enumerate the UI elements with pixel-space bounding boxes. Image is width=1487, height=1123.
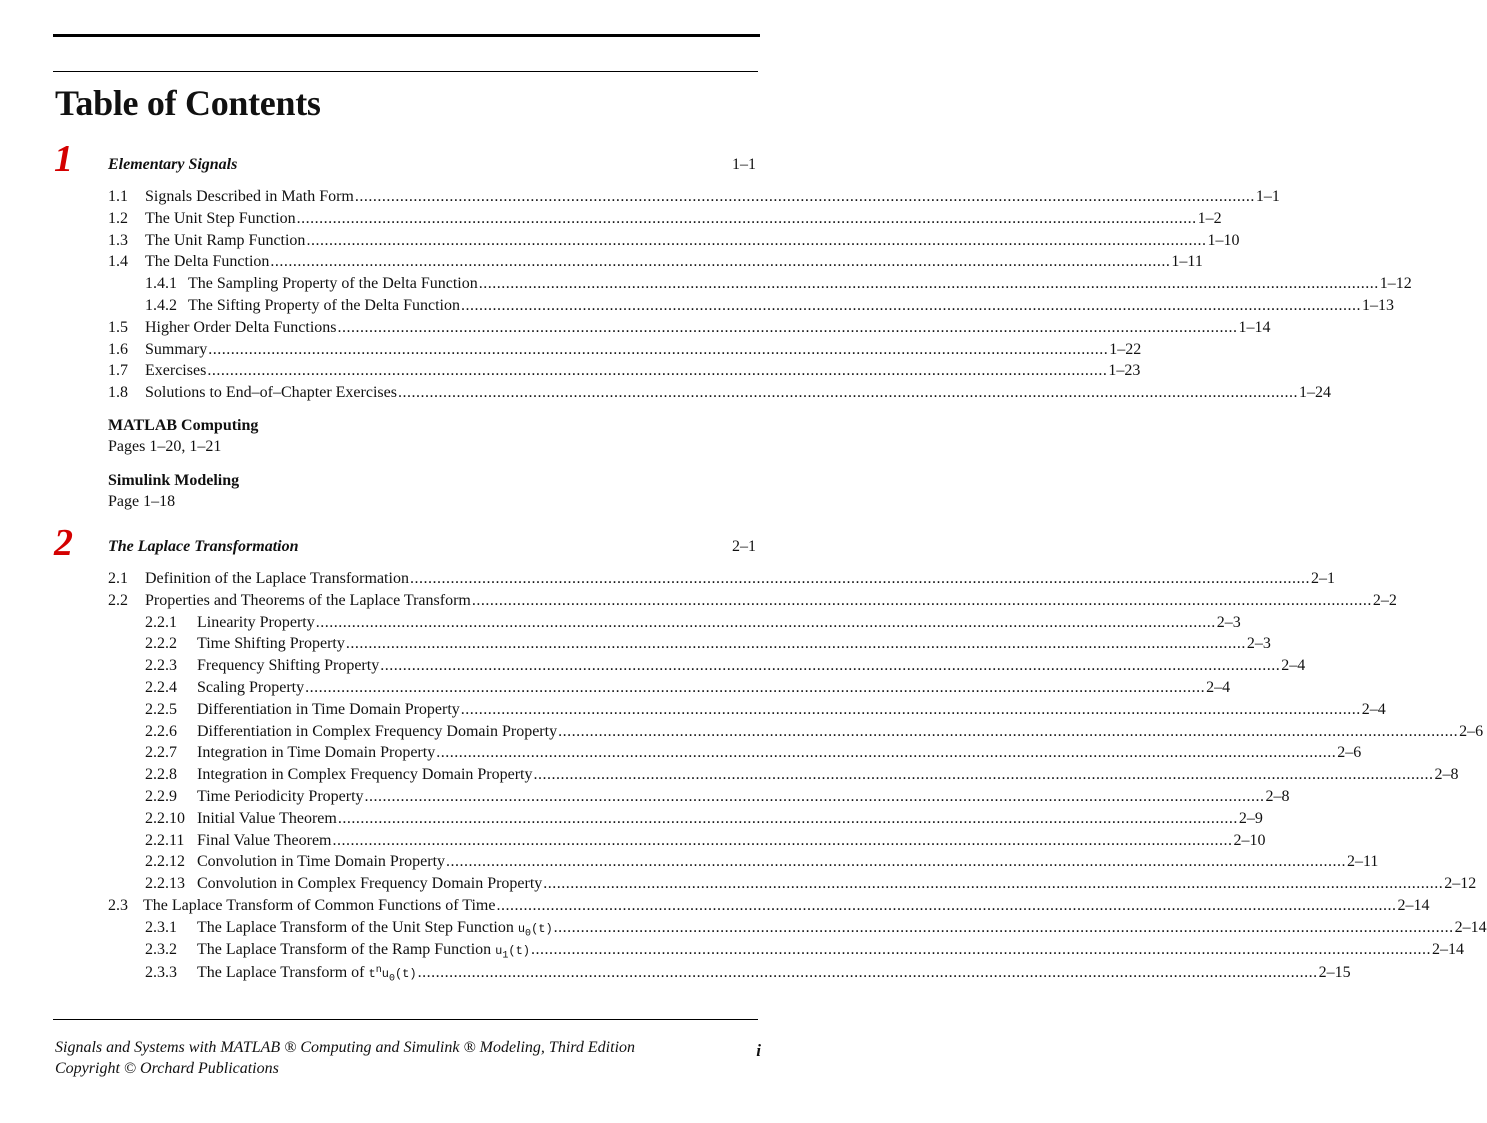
toc-entry-page: 1–12	[1379, 275, 1412, 293]
toc-entry-page: 1–22	[1109, 340, 1142, 358]
toc-entry-page: 2–4	[1281, 657, 1306, 675]
top-thin-rule	[53, 71, 758, 72]
footer-rule	[53, 1019, 758, 1020]
toc-entry-page: 1–24	[1298, 384, 1331, 402]
dot-leader: ........................................................................................................................................................................................................	[460, 700, 1361, 718]
toc-entry-title: Signals Described in Math Form	[145, 188, 354, 205]
toc-entry-number: 2.2	[108, 591, 128, 609]
toc-entry-title: The Sifting Property of the Delta Function	[188, 296, 460, 314]
toc-entry-number: 2.2.12	[145, 853, 185, 871]
footer-book-title: Signals and Systems with MATLAB ® Computing and Simulink ® Modeling, Third Edition	[55, 1039, 636, 1056]
toc-subentry[interactable]	[108, 917, 1487, 940]
simulink-modeling-pages: Page 1–18	[108, 493, 176, 510]
chapter-1-page: 1–1	[732, 156, 756, 173]
toc-subentry[interactable]	[108, 786, 1290, 808]
dot-leader: ........................................................................................................................................................................................................	[337, 318, 1238, 336]
toc-entry[interactable]	[108, 339, 1142, 361]
dot-leader: ........................................................................................................................................................................................................	[332, 831, 1233, 849]
toc-entry-page: 2–1	[1310, 570, 1335, 587]
dot-leader: ........................................................................................................................................................................................................	[446, 853, 1347, 871]
dot-leader: ........................................................................................................................................................................................................	[460, 296, 1361, 314]
toc-entry-number: 1.1	[108, 188, 128, 205]
chapter-2-entries	[108, 568, 1487, 985]
toc-entry-title: The Laplace Transform of	[197, 964, 365, 982]
toc-entry-number: 1.6	[108, 340, 128, 358]
dot-leader: ........................................................................................................................................................................................................	[397, 384, 1298, 402]
toc-entry[interactable]	[108, 317, 1271, 339]
toc-entry-title: Convolution in Complex Frequency Domain Property	[197, 875, 543, 893]
toc-subentry[interactable]	[108, 851, 1379, 873]
toc-entry-number: 2.2.3	[145, 657, 177, 675]
toc-subentry[interactable]	[108, 742, 1362, 764]
matlab-computing-pages: Pages 1–20, 1–21	[108, 438, 222, 455]
toc-entry-page: 2–6	[1337, 744, 1362, 762]
toc-entry-page: 1–13	[1361, 296, 1394, 314]
toc-entry-number: 1.7	[108, 362, 128, 380]
chapter-2-page: 2–1	[732, 538, 756, 555]
toc-entry-number: 1.2	[108, 209, 128, 227]
toc-entry[interactable]	[108, 251, 1203, 273]
toc-entry-number: 2.3.1	[145, 918, 177, 936]
dot-leader: ........................................................................................................................................................................................................	[380, 657, 1281, 675]
toc-entry-number: 1.8	[108, 384, 128, 402]
toc-entry-page: 2–11	[1347, 853, 1379, 871]
toc-subentry[interactable]	[108, 677, 1231, 699]
toc-entry[interactable]	[108, 230, 1240, 252]
toc-subentry[interactable]	[108, 939, 1464, 961]
toc-entry-page: 2–4	[1361, 700, 1386, 718]
toc-entry-number: 1.4	[108, 253, 128, 271]
toc-entry-title: Scaling Property	[197, 678, 305, 696]
dot-leader: ........................................................................................................................................................................................................	[345, 635, 1246, 653]
toc-subentry[interactable]	[108, 808, 1263, 830]
dot-leader: ........................................................................................................................................................................................................	[436, 744, 1337, 762]
toc-entry-number: 2.2.1	[145, 613, 177, 631]
toc-entry-title: The Unit Ramp Function	[145, 231, 306, 249]
toc-entry-title: Solutions to End–of–Chapter Exercises	[145, 384, 397, 402]
toc-entry-page: 1–1	[1255, 188, 1280, 205]
toc-entry-number: 2.3.3	[145, 964, 177, 982]
toc-entry-number: 1.4.1	[145, 275, 177, 293]
dot-leader: ........................................................................................................................................................................................................	[496, 896, 1397, 914]
toc-subentry[interactable]	[108, 699, 1386, 721]
toc-entry-number: 2.2.6	[145, 722, 177, 740]
toc-entry[interactable]	[108, 208, 1222, 230]
unit-step-math: $u_0(t)$	[517, 921, 553, 940]
dot-leader: ........................................................................................................................................................................................................	[354, 188, 1255, 205]
dot-leader: ........................................................................................................................................................................................................	[207, 362, 1108, 380]
toc-entry-title: Exercises	[145, 362, 207, 380]
simulink-modeling-heading: Simulink Modeling	[108, 472, 240, 489]
toc-entry-number: 2.3.2	[145, 940, 177, 958]
toc-entry-number: 2.2.7	[145, 744, 177, 762]
toc-entry-number: 2.2.10	[145, 809, 185, 827]
page-title: Table of Contents	[55, 83, 321, 123]
toc-entry-title: Properties and Theorems of the Laplace Transform	[145, 591, 471, 609]
dot-leader: ........................................................................................................................................................................................................	[409, 570, 1310, 587]
toc-entry[interactable]	[108, 590, 1397, 612]
toc-entry-number: 1.4.2	[145, 296, 177, 314]
dot-leader: ........................................................................................................................................................................................................	[337, 809, 1238, 827]
dot-leader: ........................................................................................................................................................................................................	[315, 613, 1216, 631]
footer-copyright: Copyright © Orchard Publications	[55, 1060, 279, 1077]
toc-entry-title: Integration in Complex Frequency Domain Property	[197, 766, 533, 784]
chapter-2-number: 2	[54, 522, 73, 564]
toc-entry-title: Final Value Theorem	[197, 831, 332, 849]
toc-entry-page: 2–3	[1246, 635, 1271, 653]
chapter-1-number: 1	[54, 138, 73, 180]
toc-entry-title: Definition of the Laplace Transformation	[145, 570, 409, 587]
toc-subentry[interactable]	[108, 612, 1241, 634]
toc-entry-title: Convolution in Time Domain Property	[197, 853, 446, 871]
toc-entry-page: 2–4	[1206, 678, 1231, 696]
toc-subentry[interactable]	[108, 633, 1271, 655]
toc-entry-page: 2–9	[1238, 809, 1263, 827]
ramp-math: $u_1(t)$	[495, 943, 530, 961]
toc-entry-page: 1–2	[1197, 209, 1222, 227]
dot-leader: ........................................................................................................................................................................................................	[270, 253, 1171, 271]
toc-entry-title: The Sampling Property of the Delta Function	[188, 275, 478, 293]
toc-entry[interactable]	[108, 382, 1331, 404]
toc-entry-page: 1–10	[1207, 231, 1240, 249]
toc-entry-title: Summary	[145, 340, 208, 358]
dot-leader: ........................................................................................................................................................................................................	[478, 275, 1379, 293]
toc-entry-title: Differentiation in Complex Frequency Domain Property	[197, 722, 558, 740]
toc-entry-number: 2.2.4	[145, 678, 177, 696]
toc-subentry[interactable]	[108, 655, 1306, 677]
toc-entry-page: 2–2	[1372, 591, 1397, 609]
toc-entry-page: 2–14	[1432, 940, 1464, 958]
toc-subentry[interactable]	[108, 873, 1477, 895]
toc-entry-page: 1–14	[1238, 318, 1271, 336]
chapter-1-title[interactable]: Elementary Signals	[108, 156, 238, 173]
dot-leader: ........................................................................................................................................................................................................	[306, 231, 1207, 249]
toc-entry-title: The Laplace Transform of the Ramp Function	[197, 940, 492, 958]
toc-entry-title: Time Periodicity Property	[197, 787, 364, 805]
toc-entry-page: 2–12	[1444, 875, 1477, 893]
matlab-computing-heading: MATLAB Computing	[108, 417, 259, 434]
toc-subentry[interactable]	[108, 764, 1459, 786]
chapter-1-entries	[108, 186, 1412, 404]
toc-entry-title: Linearity Property	[197, 613, 315, 631]
dot-leader: ........................................................................................................................................................................................................	[531, 940, 1431, 958]
toc-entry-number: 2.3	[108, 896, 128, 914]
toc-entry-number: 2.2.11	[145, 831, 185, 849]
dot-leader: ........................................................................................................................................................................................................	[471, 591, 1372, 609]
toc-entry-number: 1.3	[108, 231, 128, 249]
dot-leader: ........................................................................................................................................................................................................	[364, 787, 1265, 805]
toc-entry-title: Time Shifting Property	[197, 635, 345, 653]
toc-entry-title: Frequency Shifting Property	[197, 657, 380, 675]
toc-entry-page: 2–15	[1318, 964, 1351, 982]
dot-leader: ........................................................................................................................................................................................................	[558, 722, 1459, 740]
dot-leader: ........................................................................................................................................................................................................	[305, 678, 1206, 696]
toc-entry-number: 2.2.2	[145, 635, 177, 653]
toc-entry-page: 2–14	[1397, 896, 1430, 914]
toc-entry-title: Integration in Time Domain Property	[197, 744, 436, 762]
toc-entry-page: 2–3	[1216, 613, 1241, 631]
toc-entry[interactable]	[108, 360, 1141, 382]
toc-entry-title: Differentiation in Time Domain Property	[197, 700, 460, 718]
toc-entry-title: Initial Value Theorem	[197, 809, 337, 827]
toc-entry-number: 2.2.9	[145, 787, 177, 805]
toc-subentry[interactable]	[108, 721, 1484, 743]
dot-leader: ........................................................................................................................................................................................................	[296, 209, 1197, 227]
toc-entry-number: 1.5	[108, 318, 128, 336]
footer-page-number: i	[756, 1041, 761, 1060]
toc-entry[interactable]	[108, 895, 1430, 917]
toc-entry-number: 2.2.5	[145, 700, 177, 718]
dot-leader: ........................................................................................................................................................................................................	[208, 340, 1109, 358]
toc-entry-page: 1–11	[1171, 253, 1203, 271]
toc-entry-number: 2.2.8	[145, 766, 177, 784]
toc-subentry[interactable]	[108, 295, 1394, 317]
toc-entry-number: 2.2.13	[145, 875, 185, 893]
dot-leader: ........................................................................................................................................................................................................	[417, 964, 1318, 982]
toc-entry-title: The Laplace Transform of Common Functions of Time	[143, 896, 496, 914]
toc-entry-page: 2–14	[1454, 918, 1487, 936]
toc-entry-title: The Laplace Transform of the Unit Step Function	[197, 918, 514, 936]
toc-entry-number: 2.1	[108, 570, 128, 587]
toc-entry-page: 2–6	[1459, 722, 1484, 740]
toc-entry[interactable]	[108, 568, 1335, 590]
dot-leader: ........................................................................................................................................................................................................	[553, 918, 1454, 936]
toc-entry[interactable]	[108, 186, 1280, 208]
dot-leader: ........................................................................................................................................................................................................	[533, 766, 1434, 784]
toc-entry-page: 2–8	[1434, 766, 1459, 784]
toc-entry-page: 2–10	[1233, 831, 1266, 849]
toc-entry-title: The Unit Step Function	[145, 209, 296, 227]
toc-entry-page: 1–23	[1108, 362, 1141, 380]
chapter-2-title[interactable]: The Laplace Transformation	[108, 538, 299, 555]
top-thick-rule	[53, 34, 760, 37]
toc-entry-title: The Delta Function	[145, 253, 270, 271]
toc-subentry[interactable]	[108, 960, 1351, 985]
dot-leader: ........................................................................................................................................................................................................	[543, 875, 1444, 893]
toc-subentry[interactable]	[108, 830, 1266, 852]
toc-entry-page: 2–8	[1265, 787, 1290, 805]
toc-entry-title: Higher Order Delta Functions	[145, 318, 337, 336]
toc-subentry[interactable]	[108, 273, 1412, 295]
tn-unit-step-math: $t^nu_0(t)$	[368, 965, 417, 985]
